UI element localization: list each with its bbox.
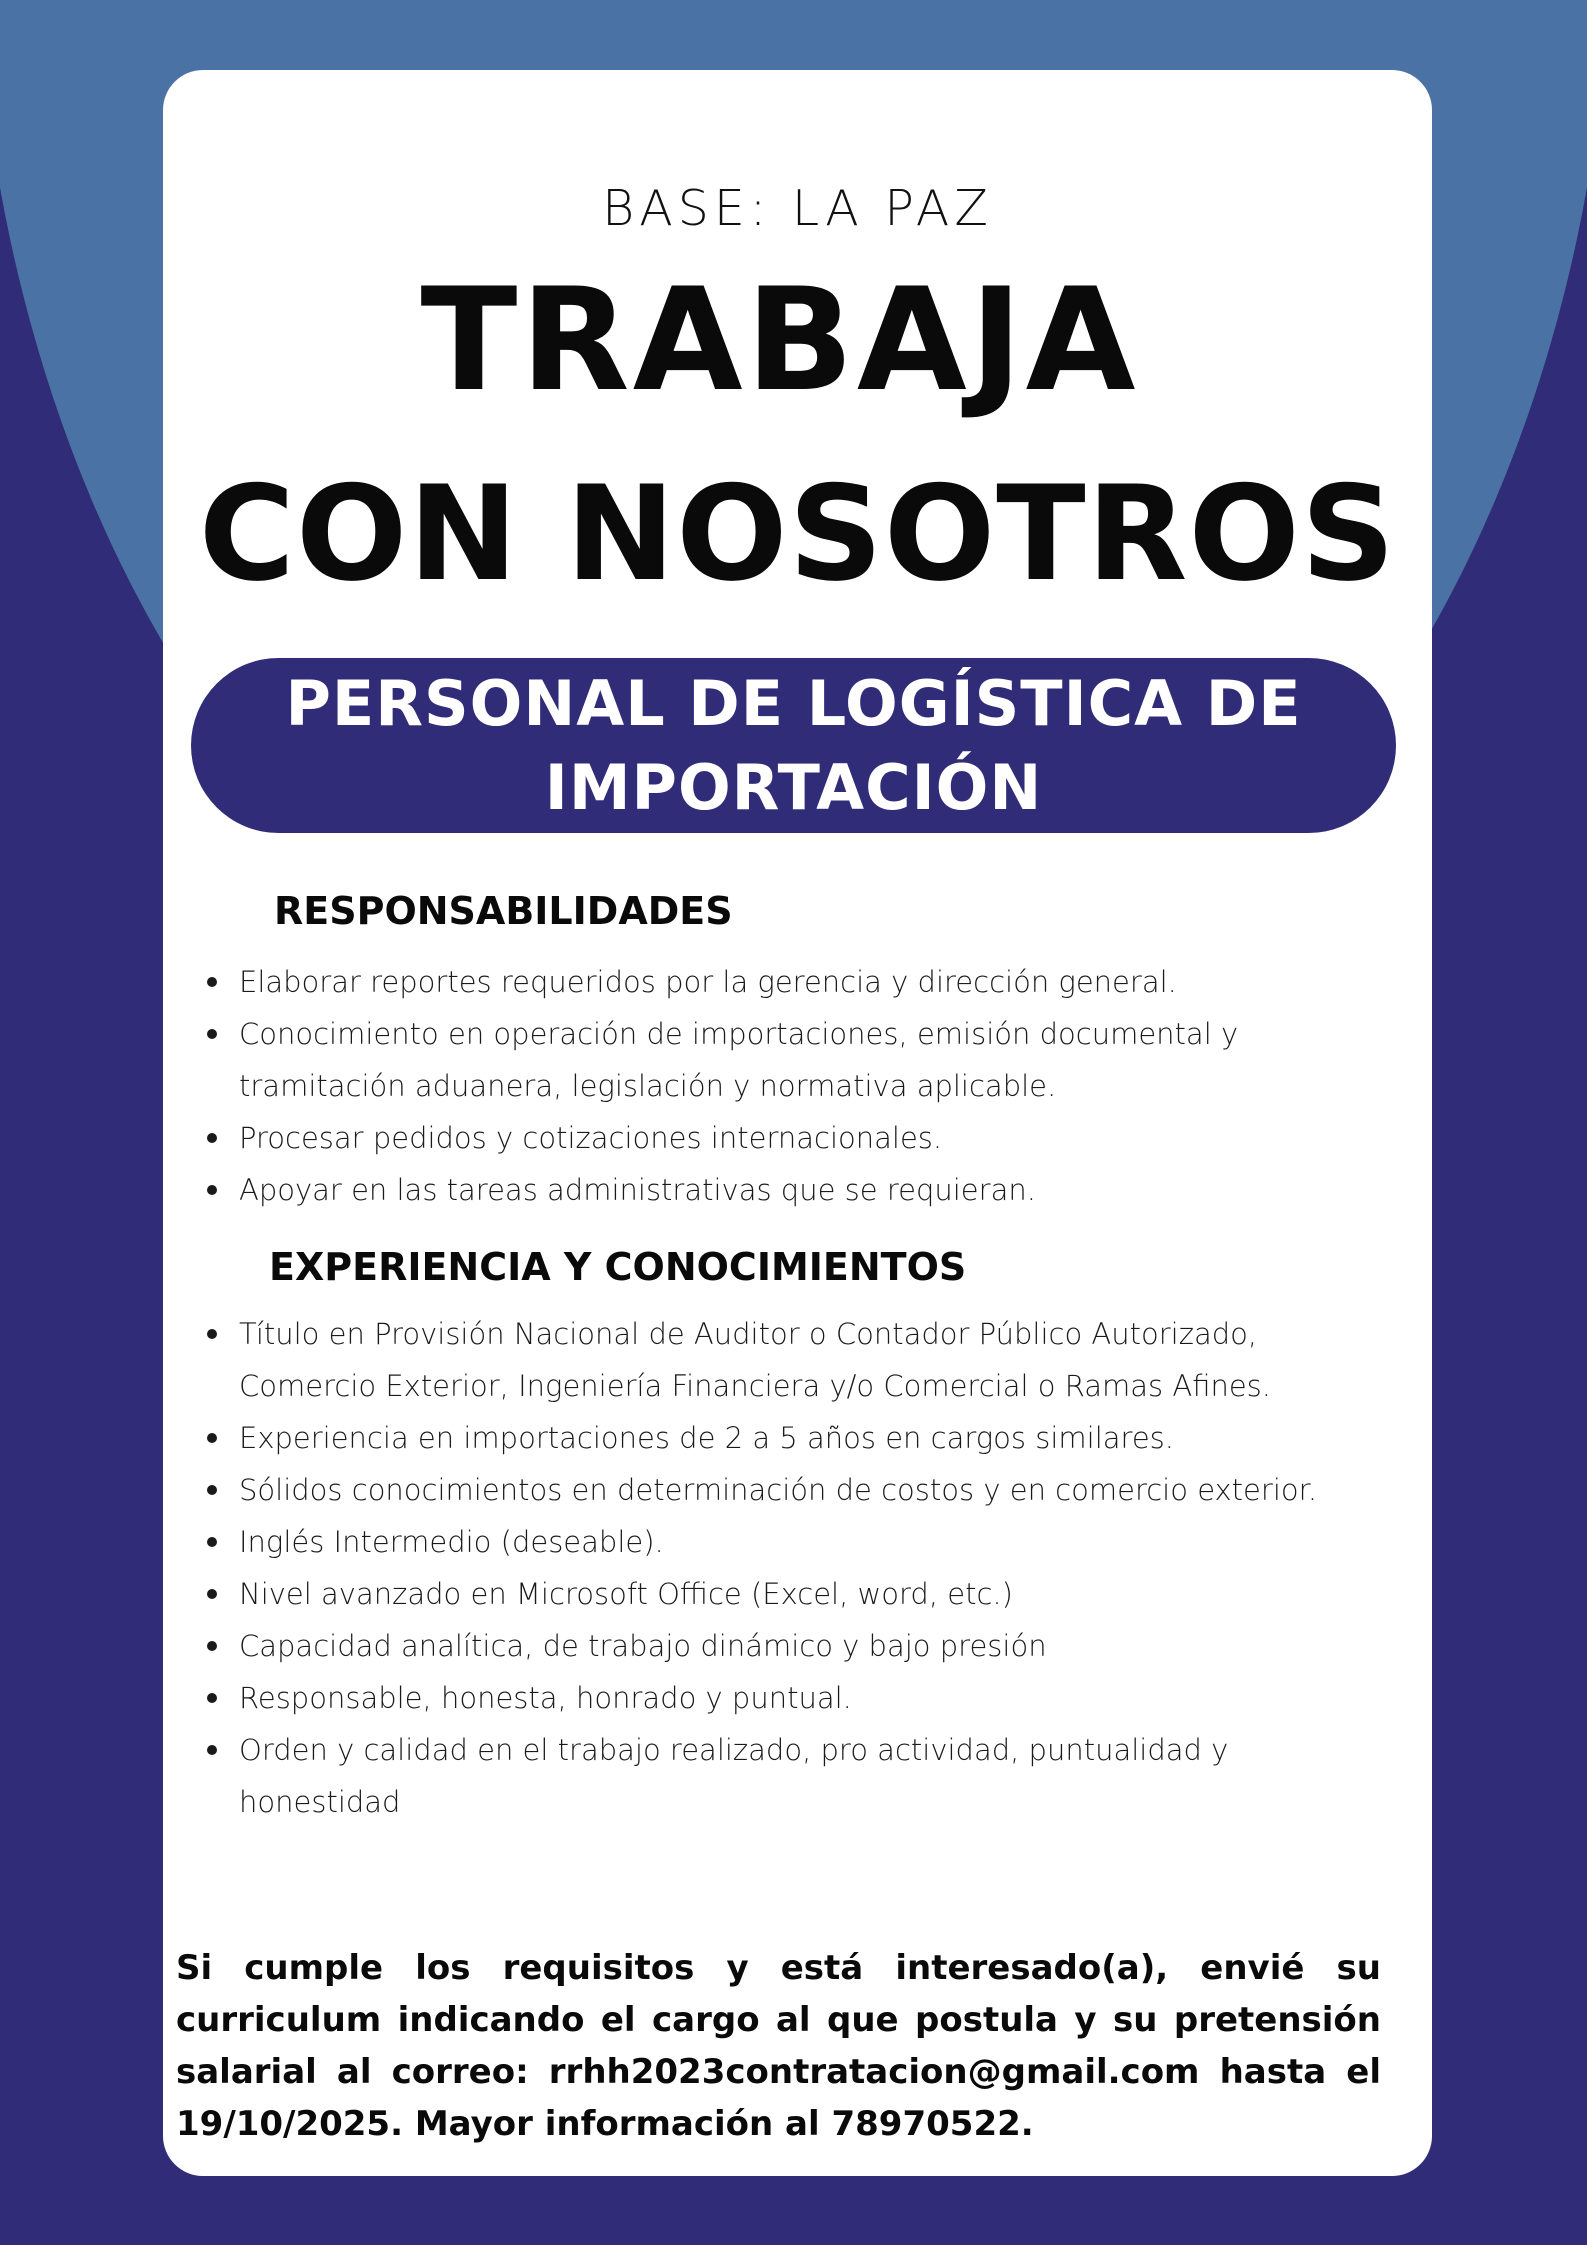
experience-heading: EXPERIENCIA Y CONOCIMIENTOS <box>269 1245 967 1289</box>
list-item: Conocimiento en operación de importaciones, emisión documental y tramitación aduanera, legislación y normativa aplicable. <box>201 1008 1341 1112</box>
list-item: Orden y calidad en el trabajo realizado, pro actividad, puntualidad y honestidad <box>201 1724 1341 1828</box>
responsibilities-heading: RESPONSABILIDADES <box>274 889 733 933</box>
bullet-icon <box>207 1589 217 1599</box>
experience-list <box>201 1308 1341 1828</box>
list-item: Inglés Intermedio (deseable). <box>201 1516 1341 1568</box>
list-item: Procesar pedidos y cotizaciones internacionales. <box>201 1112 1341 1164</box>
bullet-icon <box>207 1537 217 1547</box>
list-item: Nivel avanzado en Microsoft Office (Excel, word, etc.) <box>201 1568 1341 1620</box>
list-item: Capacidad analítica, de trabajo dinámico y bajo presión <box>201 1620 1341 1672</box>
application-instructions: Si cumple los requisitos y está interesado(a), envié su curriculum indicando el cargo al que postula y su pretensión salarial al correo: rrhh2023contratacion@gmail.com hasta el 19/10/2025. Mayor información al 78970522. <box>176 1948 1381 2144</box>
list-item: Título en Provisión Nacional de Auditor o Contador Público Autorizado, Comercio Exterior, Ingeniería Financiera y/o Comercial o Ramas Afines. <box>201 1308 1341 1412</box>
headline-line-1: TRABAJA <box>420 258 1139 423</box>
bullet-icon <box>207 977 217 987</box>
list-item: Responsable, honesta, honrado y puntual. <box>201 1672 1341 1724</box>
list-item: Sólidos conocimientos en determinación de costos y en comercio exterior. <box>201 1464 1341 1516</box>
bullet-icon <box>207 1329 217 1339</box>
bullet-icon <box>207 1693 217 1703</box>
position-banner <box>191 658 1396 833</box>
bullet-icon <box>207 1485 217 1495</box>
base-location: BASE: LA PAZ <box>602 180 993 237</box>
bullet-icon <box>207 1433 217 1443</box>
responsibilities-list <box>201 956 1341 1216</box>
list-item: Apoyar en las tareas administrativas que se requieran. <box>201 1164 1341 1216</box>
bullet-icon <box>207 1029 217 1039</box>
list-item: Experiencia en importaciones de 2 a 5 años en cargos similares. <box>201 1412 1341 1464</box>
bullet-icon <box>207 1745 217 1755</box>
list-item: Elaborar reportes requeridos por la gerencia y dirección general. <box>201 956 1341 1008</box>
headline-line-2: CON NOSOTROS <box>198 457 1397 610</box>
flyer-card <box>163 70 1432 2176</box>
position-title: PERSONAL DE LOGÍSTICA DE IMPORTACIÓN <box>285 666 1302 824</box>
bullet-icon <box>207 1641 217 1651</box>
bullet-icon <box>207 1185 217 1195</box>
bullet-icon <box>207 1133 217 1143</box>
